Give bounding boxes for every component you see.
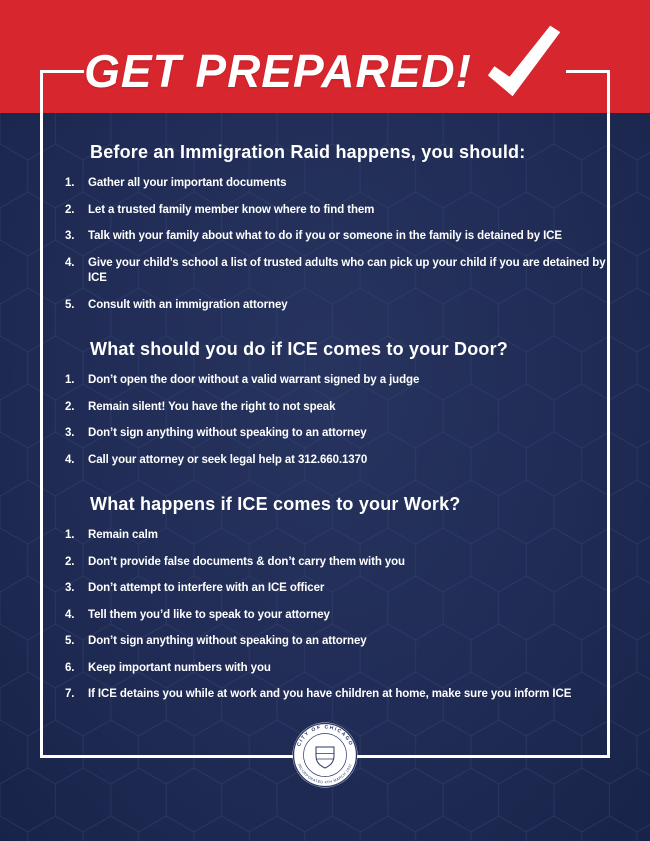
list-item: Keep important numbers with you — [88, 661, 271, 674]
content — [40, 70, 610, 758]
list-item: Give your child’s school a list of trusted adults who can pick up your child if you are detained by ICE — [88, 256, 606, 285]
list-item: Call your attorney or seek legal help at 312.660.1370 — [88, 453, 368, 466]
list-item: If ICE detains you while at work and you have children at home, make sure you inform ICE — [88, 688, 572, 701]
list-item: Don’t sign anything without speaking to an attorney — [88, 635, 367, 648]
list-item: Don’t open the door without a valid warrant signed by a judge — [88, 374, 420, 387]
seal-disc — [293, 723, 358, 788]
list-item: Remain calm — [88, 529, 158, 542]
list-item: Don’t attempt to interfere with an ICE officer — [88, 582, 325, 595]
section-ice-work — [40, 494, 608, 703]
section-heading: What should you do if ICE comes to your Door? — [90, 339, 508, 360]
checkmark-icon — [478, 22, 569, 106]
header — [84, 28, 566, 113]
page-title: GET PREPARED! — [84, 44, 472, 97]
before-raid-list — [40, 176, 608, 313]
list-item: Gather all your important documents — [88, 177, 287, 189]
section-heading: What happens if ICE comes to your Work? — [90, 494, 461, 515]
list-item: Remain silent! You have the right to not speak — [88, 400, 336, 413]
ice-door-list — [40, 373, 608, 468]
list-item: Talk with your family about what to do if you or someone in the family is detained by ICE — [88, 230, 562, 243]
list-item: Tell them you’d like to speak to your attorney — [88, 608, 330, 621]
list-item: Let a trusted family member know where to find them — [88, 203, 375, 216]
list-item: Don’t provide false documents & don’t carry them with you — [88, 555, 405, 568]
ice-work-list — [40, 528, 608, 703]
section-before-raid — [40, 142, 608, 313]
section-ice-door — [40, 339, 608, 468]
seal-top-text: CITY OF CHICAGO — [296, 724, 354, 748]
chicago-seal — [292, 722, 358, 788]
list-item: Consult with an immigration attorney — [88, 298, 288, 311]
section-heading: Before an Immigration Raid happens, you should: — [90, 142, 526, 162]
seal-bottom-text: INCORPORATED 4TH MARCH 1837 — [297, 763, 353, 785]
list-item: Don’t sign anything without speaking to an attorney — [88, 427, 367, 440]
